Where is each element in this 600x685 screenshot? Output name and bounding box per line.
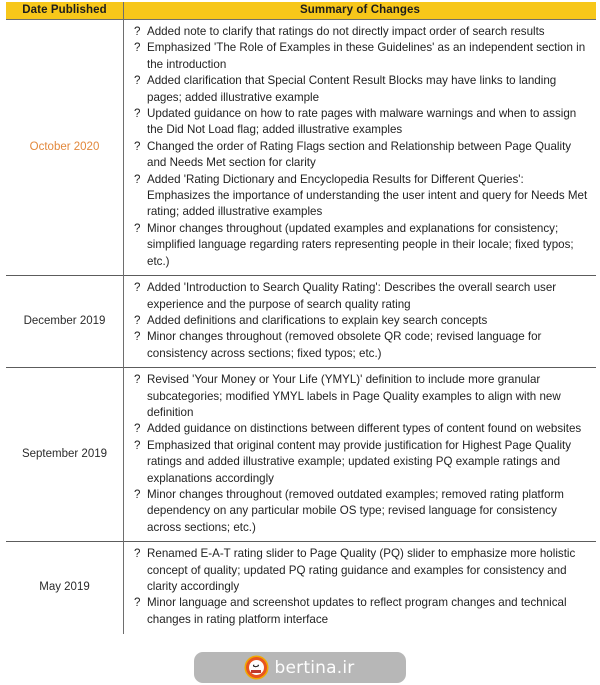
change-list-item-text: Emphasized that original content may provide justification for Highest Page Quality ratings and added illustrative example; updated existing PQ example ratings and explanations accordingly bbox=[147, 438, 572, 485]
table-row bbox=[6, 20, 596, 276]
change-list-item-text: Renamed E-A-T rating slider to Page Quality (PQ) slider to emphasize more holistic concept of quality; updated PQ rating guidance and examples for consistency and clarity accordingly bbox=[147, 547, 576, 593]
bullet-glyph-icon: ? bbox=[134, 313, 141, 327]
date-published-value: October 2020 bbox=[29, 141, 100, 154]
change-list-item-text: Minor changes throughout (removed obsolete QR code; revised language for consistency across sections; fixed typos; etc.) bbox=[147, 330, 542, 360]
change-list bbox=[134, 280, 588, 362]
change-list-item-text: Added definitions and clarifications to explain key search concepts bbox=[147, 313, 488, 327]
change-list-item bbox=[134, 546, 588, 595]
change-list-item bbox=[134, 595, 588, 628]
bullet-glyph-icon: ? bbox=[134, 221, 141, 235]
bullet-glyph-icon: ? bbox=[134, 596, 141, 610]
change-list-item-text: Added note to clarify that ratings do not directly impact order of search results bbox=[147, 25, 545, 38]
change-list-item-text: Revised 'Your Money or Your Life (YMYL)' definition to include more granular subcategories; modified YMYL labels in Page Quality examples to align with new definition bbox=[147, 373, 561, 419]
column-header-date-published: Date Published bbox=[6, 2, 124, 20]
summary-of-changes-cell bbox=[124, 276, 597, 368]
bullet-glyph-icon: ? bbox=[134, 330, 141, 344]
change-list-item bbox=[134, 24, 588, 40]
change-list-item-text: Changed the order of Rating Flags section and Relationship between Page Quality and Needs Met section for clarity bbox=[147, 139, 572, 170]
change-list-item bbox=[134, 40, 588, 73]
change-list-item bbox=[134, 73, 588, 106]
change-list-item bbox=[134, 172, 588, 221]
change-list-item bbox=[134, 221, 588, 270]
table-row bbox=[6, 276, 596, 368]
bullet-glyph-icon: ? bbox=[134, 547, 141, 561]
column-header-summary-of-changes: Summary of Changes bbox=[124, 2, 597, 20]
date-published-cell bbox=[6, 368, 124, 542]
bullet-glyph-icon: ? bbox=[134, 139, 141, 153]
bertina-logo-inner bbox=[249, 660, 264, 675]
change-list bbox=[134, 546, 588, 628]
change-list-item bbox=[134, 280, 588, 313]
change-list-item bbox=[134, 372, 588, 421]
summary-of-changes-cell bbox=[124, 542, 597, 634]
change-list-item bbox=[134, 139, 588, 172]
change-list-item-text: Added 'Introduction to Search Quality Rating': Describes the overall search user experience and the purpose of search quality rating bbox=[147, 281, 557, 311]
bertina-logo-underline bbox=[251, 670, 261, 673]
table-header bbox=[6, 2, 596, 20]
change-list-item-text: Added clarification that Special Content Result Blocks may have links to landing pages; added illustrative example bbox=[147, 74, 557, 104]
change-list-item bbox=[134, 421, 588, 437]
change-list-item-text: Minor language and screenshot updates to reflect program changes and technical changes in rating platform interface bbox=[147, 596, 567, 626]
change-list-item bbox=[134, 438, 588, 487]
bullet-glyph-icon: ? bbox=[134, 25, 141, 38]
bertina-logo-mark: ب bbox=[252, 661, 260, 669]
date-published-value: September 2019 bbox=[21, 448, 108, 461]
date-published-cell bbox=[6, 542, 124, 634]
change-list-item-text: Minor changes throughout (updated examples and explanations for consistency; simplified language regarding raters representing people in their locale; fixed typos; etc.) bbox=[147, 221, 574, 268]
bertina-logo-icon bbox=[246, 657, 267, 678]
change-list-item bbox=[134, 106, 588, 139]
bullet-glyph-icon: ? bbox=[134, 41, 141, 55]
watermark-badge bbox=[194, 652, 406, 683]
bullet-glyph-icon: ? bbox=[134, 422, 141, 436]
date-published-cell bbox=[6, 20, 124, 276]
table-body bbox=[6, 20, 596, 634]
change-list-item-text: Emphasized 'The Role of Examples in these Guidelines' as an independent section in the introduction bbox=[147, 41, 586, 71]
date-published-value: May 2019 bbox=[39, 581, 90, 594]
bullet-glyph-icon: ? bbox=[134, 107, 141, 121]
bullet-glyph-icon: ? bbox=[134, 373, 141, 387]
change-list-item-text: Added 'Rating Dictionary and Encyclopedia Results for Different Queries': Emphasizes the importance of understanding the user intent and query for Needs Met rating; added illustrative examples bbox=[147, 172, 588, 219]
date-published-cell bbox=[6, 276, 124, 368]
changelog-table bbox=[6, 2, 596, 634]
change-list bbox=[134, 24, 588, 270]
bullet-glyph-icon: ? bbox=[134, 281, 141, 295]
table-row bbox=[6, 368, 596, 542]
change-list-item bbox=[134, 487, 588, 536]
bullet-glyph-icon: ? bbox=[134, 487, 141, 501]
bullet-glyph-icon: ? bbox=[134, 438, 141, 452]
change-list-item-text: Updated guidance on how to rate pages with malware warnings and when to assign the Did Not Load flag; added illustrative examples bbox=[147, 107, 577, 137]
change-list-item bbox=[134, 313, 588, 329]
watermark-text: bertina.ir bbox=[274, 657, 355, 678]
summary-of-changes-cell bbox=[124, 368, 597, 542]
summary-of-changes-cell bbox=[124, 20, 597, 276]
bullet-glyph-icon: ? bbox=[134, 172, 141, 186]
change-list-item bbox=[134, 329, 588, 362]
table-row bbox=[6, 542, 596, 634]
date-published-value: December 2019 bbox=[23, 315, 106, 328]
bullet-glyph-icon: ? bbox=[134, 74, 141, 88]
change-list-item-text: Minor changes throughout (removed outdated examples; removed rating platform dependency on any particular mobile OS type; revised language for consistency across sections; etc.) bbox=[147, 487, 564, 534]
change-list-item-text: Added guidance on distinctions between different types of content found on websites bbox=[147, 422, 582, 436]
header-row bbox=[6, 2, 596, 20]
change-list bbox=[134, 372, 588, 536]
